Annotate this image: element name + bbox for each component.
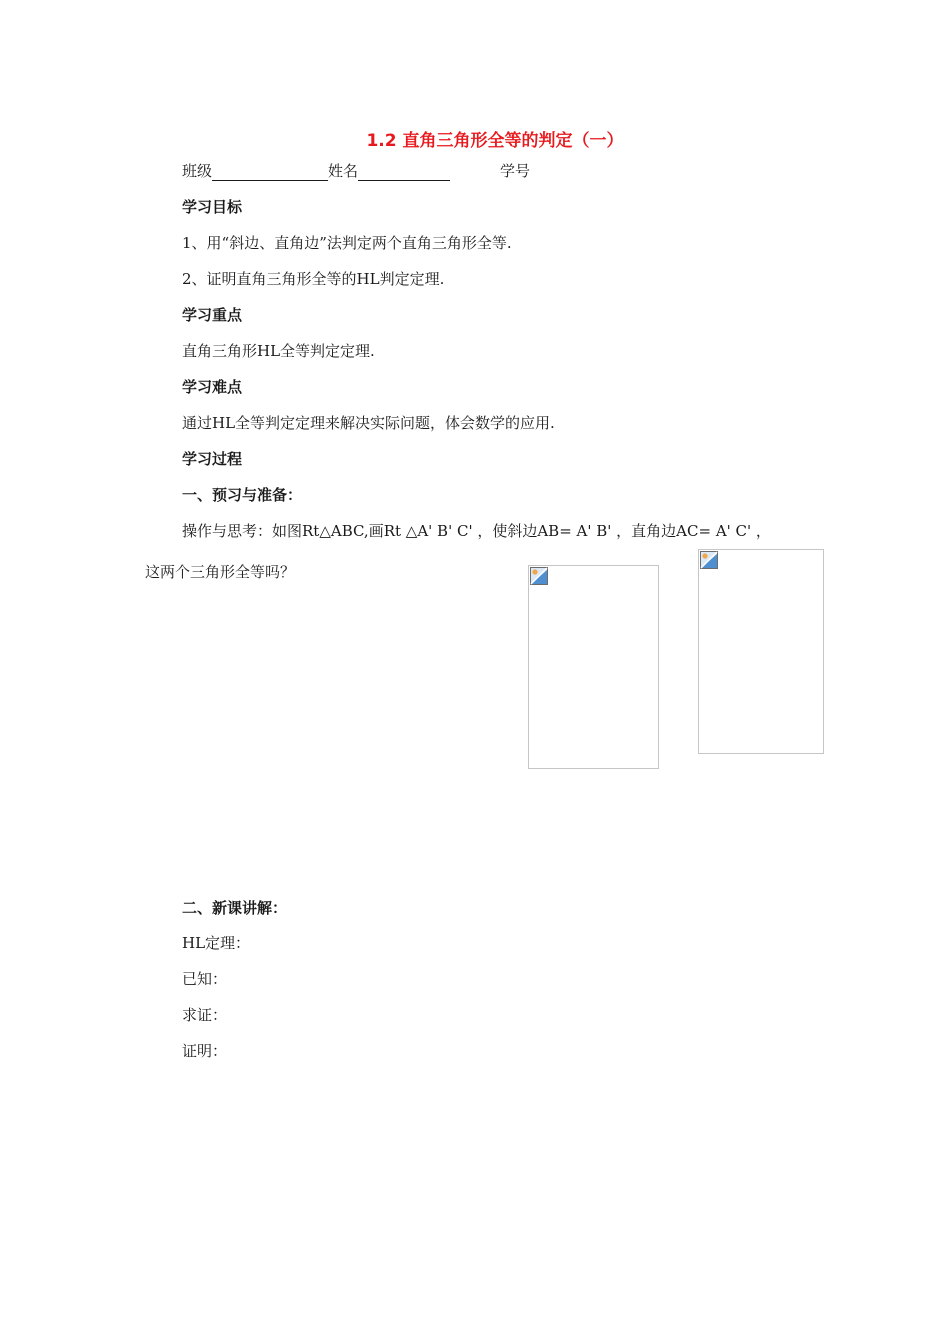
difficulties-heading: 学习难点 bbox=[182, 378, 243, 396]
student-info-row bbox=[182, 161, 530, 181]
prove-label: 求证： bbox=[182, 1006, 228, 1024]
page-title: 1.2 直角三角形全等的判定（一） bbox=[366, 131, 624, 151]
name-label: 姓名 bbox=[328, 162, 359, 180]
part2-heading: 二、新课讲解： bbox=[182, 899, 288, 917]
broken-image-icon bbox=[530, 567, 548, 585]
proof-label: 证明： bbox=[182, 1042, 228, 1060]
objectives-heading: 学习目标 bbox=[182, 198, 243, 216]
class-blank bbox=[212, 164, 328, 181]
class-label: 班级 bbox=[182, 162, 213, 180]
name-blank bbox=[358, 164, 450, 181]
hl-theorem-label: HL定理： bbox=[182, 934, 251, 952]
triangle-abc-image bbox=[528, 565, 659, 769]
key-points-text: 直角三角形HL全等判定定理. bbox=[182, 342, 375, 360]
process-heading: 学习过程 bbox=[182, 450, 243, 468]
difficulties-text: 通过HL全等判定定理来解决实际问题，体会数学的应用. bbox=[182, 414, 555, 432]
operation-text-cont: 这两个三角形全等吗？ bbox=[145, 563, 296, 581]
objective-item: 1、用“斜边、直角边”法判定两个直角三角形全等. bbox=[182, 234, 512, 252]
operation-text: 操作与思考：如图Rt△ABC,画Rt △A' B' C' ，使斜边AB= A' B' ，直角边AC= A' C' ， bbox=[182, 522, 771, 540]
given-label: 已知： bbox=[182, 970, 228, 988]
number-label: 学号 bbox=[500, 162, 531, 180]
key-points-heading: 学习重点 bbox=[182, 306, 243, 324]
broken-image-icon bbox=[700, 551, 718, 569]
part1-heading: 一、预习与准备： bbox=[182, 486, 303, 504]
triangle-a1b1c1-image bbox=[698, 549, 824, 754]
objective-item: 2、证明直角三角形全等的HL判定定理. bbox=[182, 270, 445, 288]
